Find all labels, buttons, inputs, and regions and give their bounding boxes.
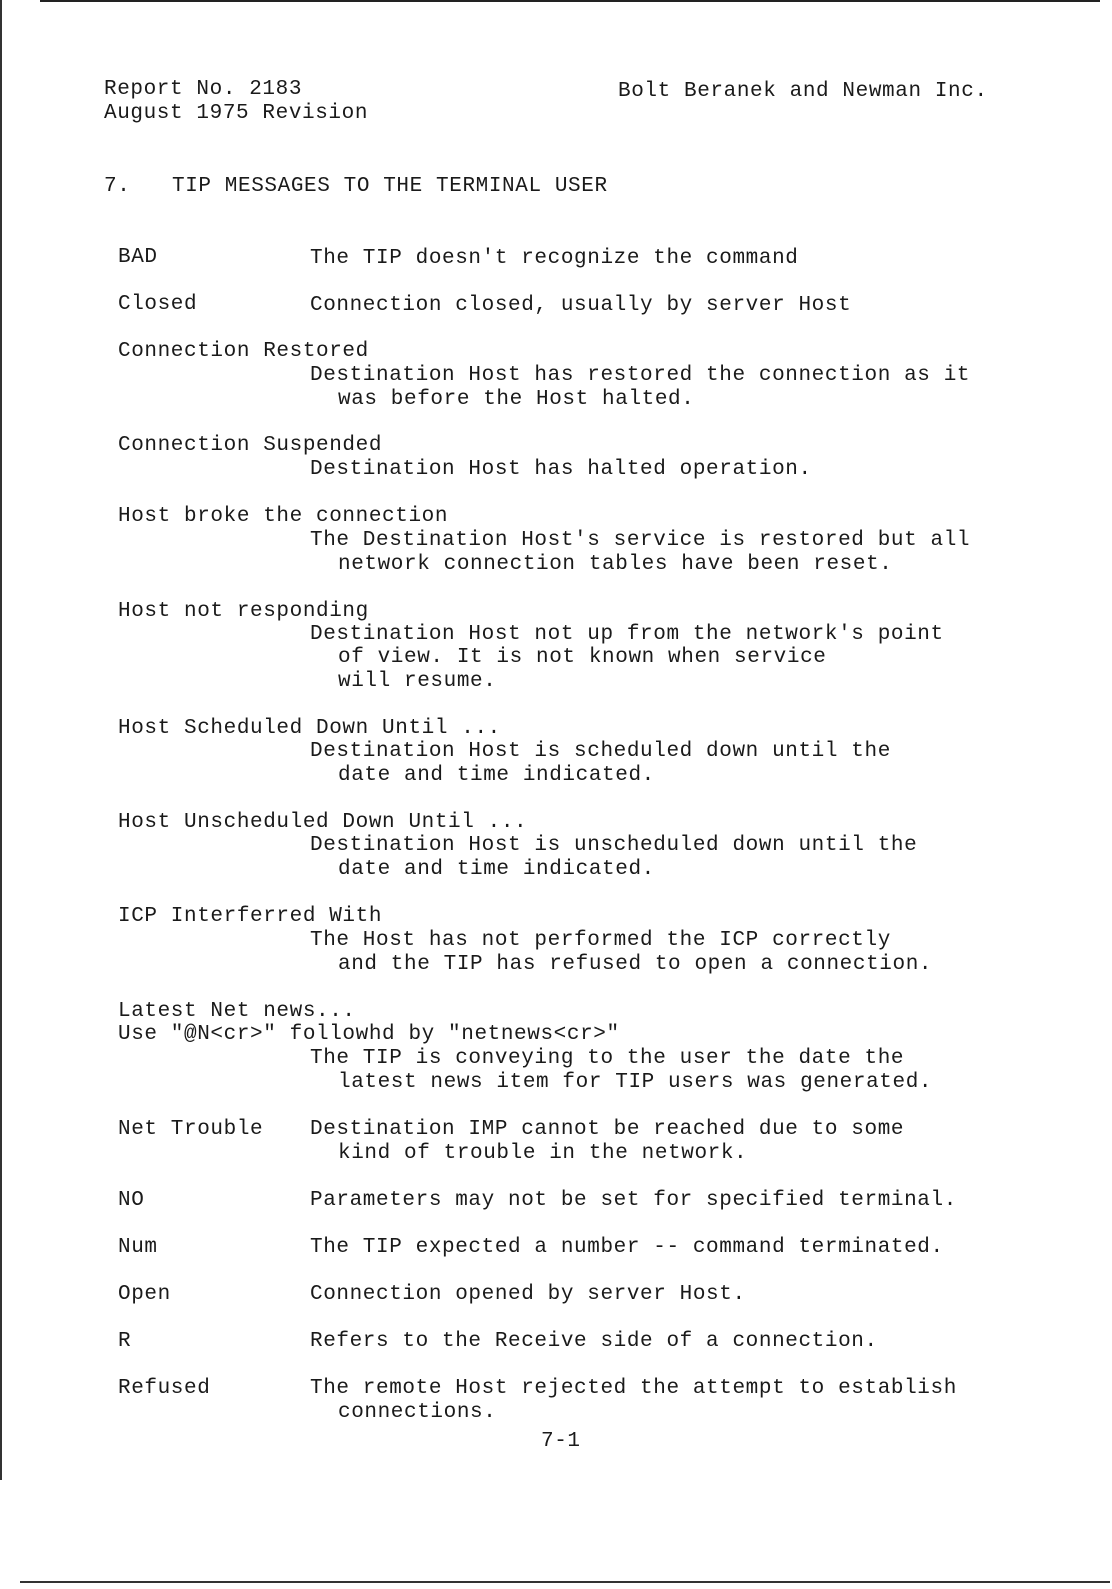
definition-latest-net-news-line-1: The TIP is conveying to the user the date the: [310, 1047, 905, 1070]
term-connection-suspended: Connection Suspended: [118, 434, 383, 457]
term-closed: Closed: [118, 293, 198, 316]
definition-bad: The TIP doesn't recognize the command: [310, 247, 799, 270]
section-title: TIP MESSAGES TO THE TERMINAL USER: [172, 175, 608, 198]
report-number: Report No. 2183: [104, 78, 303, 101]
definition-host-broke-connection-line-2: network connection tables have been reset.: [338, 553, 893, 576]
term-bad: BAD: [118, 246, 158, 269]
term-host-broke-connection: Host broke the connection: [118, 505, 449, 528]
page-number: 7-1: [541, 1430, 581, 1453]
definition-open: Connection opened by server Host.: [310, 1283, 746, 1306]
term-no: NO: [118, 1189, 145, 1212]
term-host-unscheduled-down: Host Unscheduled Down Until ...: [118, 811, 528, 834]
revision-date: August 1975 Revision: [104, 102, 369, 125]
definition-host-not-responding-line-1: Destination Host not up from the network's point: [310, 623, 944, 646]
section-number: 7.: [104, 175, 131, 198]
term-connection-restored: Connection Restored: [118, 340, 369, 363]
term-latest-net-news-usage: Use "@N<cr>" followhd by "netnews<cr>": [118, 1023, 620, 1046]
page-edge-top: [40, 0, 1100, 2]
definition-num: The TIP expected a number -- command terminated.: [310, 1236, 944, 1259]
definition-host-scheduled-down-line-2: date and time indicated.: [338, 764, 655, 787]
definition-host-not-responding-line-2: of view. It is not known when service: [338, 646, 827, 669]
definition-refused-line-2: connections.: [338, 1401, 497, 1424]
term-host-scheduled-down: Host Scheduled Down Until ...: [118, 717, 501, 740]
definition-icp-interferred-line-1: The Host has not performed the ICP correctly: [310, 929, 891, 952]
company-name: Bolt Beranek and Newman Inc.: [618, 80, 988, 103]
definition-host-unscheduled-down-line-1: Destination Host is unscheduled down until the: [310, 834, 918, 857]
definition-net-trouble-line-2: kind of trouble in the network.: [338, 1142, 748, 1165]
page-edge-left: [0, 0, 2, 1480]
page-edge-bottom: [20, 1581, 1110, 1583]
term-open: Open: [118, 1283, 171, 1306]
definition-host-scheduled-down-line-1: Destination Host is scheduled down until the: [310, 740, 891, 763]
definition-connection-suspended: Destination Host has halted operation.: [310, 458, 812, 481]
term-num: Num: [118, 1236, 158, 1259]
term-refused: Refused: [118, 1377, 211, 1400]
term-r: R: [118, 1330, 132, 1353]
term-icp-interferred: ICP Interferred With: [118, 905, 383, 928]
definition-icp-interferred-line-2: and the TIP has refused to open a connection.: [338, 953, 933, 976]
definition-connection-restored-line-2: was before the Host halted.: [338, 388, 695, 411]
term-net-trouble: Net Trouble: [118, 1118, 264, 1141]
definition-no: Parameters may not be set for specified terminal.: [310, 1189, 957, 1212]
term-host-not-responding: Host not responding: [118, 600, 369, 623]
definition-latest-net-news-line-2: latest news item for TIP users was generated.: [338, 1071, 933, 1094]
definition-host-not-responding-line-3: will resume.: [338, 670, 497, 693]
definition-closed: Connection closed, usually by server Host: [310, 294, 852, 317]
definition-connection-restored-line-1: Destination Host has restored the connection as it: [310, 364, 971, 387]
definition-host-broke-connection-line-1: The Destination Host's service is restored but all: [310, 529, 971, 552]
definition-host-unscheduled-down-line-2: date and time indicated.: [338, 858, 655, 881]
term-latest-net-news: Latest Net news...: [118, 1000, 356, 1023]
definition-refused-line-1: The remote Host rejected the attempt to establish: [310, 1377, 957, 1400]
definition-net-trouble-line-1: Destination IMP cannot be reached due to some: [310, 1118, 905, 1141]
definition-r: Refers to the Receive side of a connection.: [310, 1330, 878, 1353]
